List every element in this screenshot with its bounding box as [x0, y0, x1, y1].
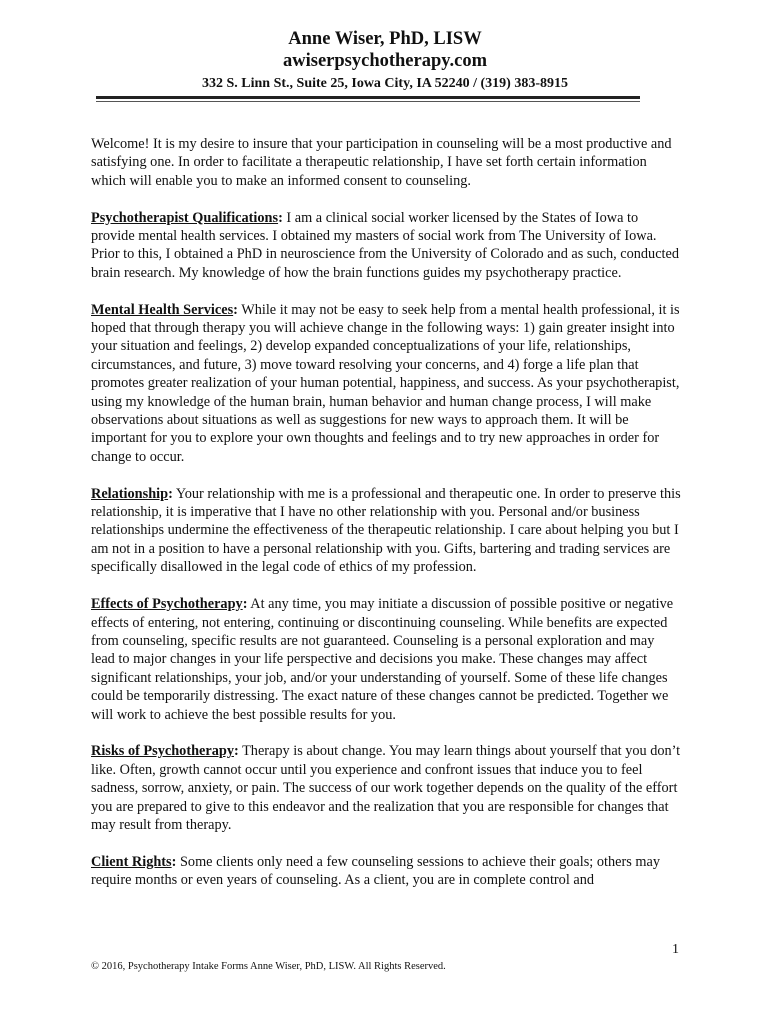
- intro-paragraph: Welcome! It is my desire to insure that your participation in counseling will be a most productive and satisfying one. In order to facilitate a therapeutic relationship, I have set forth certain information which will enable you to make an informed consent to counseling.: [91, 136, 672, 189]
- document-body: [91, 135, 681, 908]
- letterhead: [0, 28, 770, 94]
- section-text: Therapy is about change. You may learn things about yourself that you don’t like. Often, growth cannot occur until you experience and confront issues that induce you to feel sadness, sorrow, anxiety, or pain. The success of our work together depends on the quality of the effort you are prepared to give to this endeavor and the realization that you are responsible for changes that may result from therapy.: [91, 743, 681, 833]
- section-relationship: Relationship: Your relationship with me is a professional and therapeutic one. In order to preserve this relationship, it is imperative that I have no other relationship with you. Personal and/or business relationships undermine the effectiveness of the therapeutic relationship. I care about helping you but I am not in a position to have a personal relationship with you. Gifts, bartering and trading services are specifically disallowed in the legal code of ethics of my profession.: [91, 485, 681, 576]
- section-client-rights: Client Rights: Some clients only need a few counseling sessions to achieve their goals; others may require months or even years of counseling. As a client, you are in complete control and: [91, 853, 660, 889]
- header-rule-thin: [96, 101, 640, 102]
- section-text: At any time, you may initiate a discussion of possible positive or negative effects of entering, not entering, continuing or discontinuing counseling. While benefits are expected from counseling, specific results are not guaranteed. Counseling is a personal exploration and may lead to major changes in your life perspective and decisions you make. These changes may affect significant relationships, your job, and/or your understanding of yourself. Some of these life changes could be temporarily distressing. The exact nature of these changes cannot be predicted. Together we will work to achieve the best possible results for you.: [91, 596, 674, 723]
- section-text: While it may not be easy to seek help from a mental health professional, it is hoped that through therapy you will achieve change in the following ways: 1) gain greater insight into your situation and feelings, 2) develop expanded conceptualizations of your life, relationships, circumstances, and future, 3) move toward resolving your concerns, and 4) forge a life plan that promotes greater realization of your human potential, happiness, and success. As your psychotherapist, using my knowledge of the human brain, human behavior and human change process, I will make observations about situations as well as suggestions for new ways to approach them. It will be important for you to explore your own thoughts and feelings and to try new approaches in order for change to occur.: [91, 301, 680, 465]
- section-heading: Mental Health Services: [91, 301, 234, 318]
- header-rule-thick: [96, 96, 640, 99]
- section-risks: Risks of Psychotherapy: Therapy is about change. You may learn things about yourself that you don’t like. Often, growth cannot occur until you experience and confront issues that induce you to feel sadness, sorrow, anxiety, or pain. The success of our work together depends on the quality of the effort you are prepared to give to this endeavor and the realization that you are responsible for changes that may result from therapy.: [91, 743, 681, 833]
- section-heading: Client Rights: [91, 853, 172, 870]
- section-text: I am a clinical social worker licensed by the States of Iowa to provide mental health services. I obtained my masters of social work from The University of Iowa. Prior to this, I obtained a PhD in neuroscience from the University of Colorado and as such, conducted brain research. My knowledge of how the brain functions guides my psychotherapy practice.: [91, 209, 680, 281]
- page-number: 1: [672, 942, 679, 957]
- section-heading: Psychotherapist Qualifications: [91, 209, 279, 226]
- address-line: 332 S. Linn St., Suite 25, Iowa City, IA 52240 / (319) 383-8915: [202, 76, 568, 91]
- section-heading: Relationship: [91, 485, 169, 502]
- section-effects: Effects of Psychotherapy: At any time, you may initiate a discussion of possible positive or negative effects of entering, not entering, continuing or discontinuing counseling. While benefits are expected from counseling, specific results are not guaranteed. Counseling is a personal exploration and may lead to major changes in your life perspective and decisions you make. These changes may affect significant relationships, your job, and/or your understanding of yourself. Some of these life changes could be temporarily distressing. The exact nature of these changes cannot be predicted. Together we will work to achieve the best possible results for you.: [91, 596, 674, 723]
- section-heading: Risks of Psychotherapy: [91, 743, 234, 760]
- copyright-footer: © 2016, Psychotherapy Intake Forms Anne Wiser, PhD, LISW. All Rights Reserved.: [91, 961, 446, 972]
- section-qualifications: Psychotherapist Qualifications: I am a clinical social worker licensed by the States of Iowa to provide mental health services. I obtained my masters of social work from The University of Iowa. Prior to this, I obtained a PhD in neuroscience from the University of Colorado and as such, conducted brain research. My knowledge of how the brain functions guides my psychotherapy practice.: [91, 209, 680, 281]
- practitioner-name: Anne Wiser, PhD, LISW: [288, 29, 482, 49]
- website: awiserpsychotherapy.com: [283, 51, 487, 71]
- section-mental-health-services: Mental Health Services: While it may not be easy to seek help from a mental health professional, it is hoped that through therapy you will achieve change in the following ways: 1) gain greater insight into your situation and feelings, 2) develop expanded conceptualizations of your life, relationships, circumstances, and future, 3) move toward resolving your concerns, and 4) forge a life plan that promotes greater realization of your human potential, happiness, and success. As your psychotherapist, using my knowledge of the human brain, human behavior and human change process, I will make observations about situations as well as suggestions for new ways to approach them. It will be important for you to explore your own thoughts and feelings and to try new approaches in order for change to occur.: [91, 301, 680, 465]
- section-text: Some clients only need a few counseling sessions to achieve their goals; others may require months or even years of counseling. As a client, you are in complete control and: [91, 853, 660, 889]
- section-text: Your relationship with me is a professional and therapeutic one. In order to preserve this relationship, it is imperative that I have no other relationship with you. Personal and/or business relationships undermine the effectiveness of the therapeutic relationship. I care about helping you but I am not in a position to have a personal relationship with you. Gifts, bartering and trading services are specifically disallowed in the legal code of ethics of my profession.: [91, 485, 681, 576]
- section-heading: Effects of Psychotherapy: [91, 596, 243, 613]
